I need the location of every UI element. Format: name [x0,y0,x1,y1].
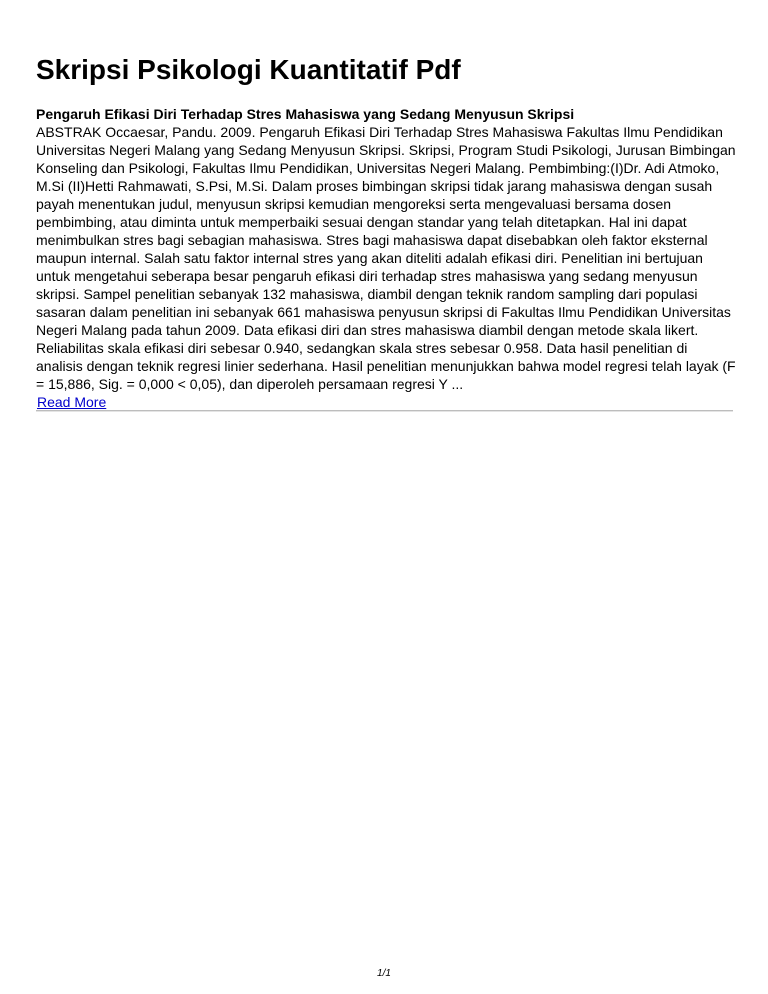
section-divider [36,410,733,412]
page-title: Skripsi Psikologi Kuantitatif Pdf [36,54,461,85]
page-number: 1/1 [377,968,391,979]
article-entry [36,105,736,412]
article-title: Pengaruh Efikasi Diri Terhadap Stres Mahasiswa yang Sedang Menyusun Skripsi [36,106,575,122]
article-abstract: ABSTRAK Occaesar, Pandu. 2009. Pengaruh Efikasi Diri Terhadap Stres Mahasiswa Fakultas Ilmu Pendidikan Universitas Negeri Malang yang Sedang Menyusun Skripsi. Skripsi, Program Studi Psikologi, Jurusan Bimbingan Konseling dan Psikologi, Fakultas Ilmu Pendidikan, Universitas Negeri Malang. Pembimbing:(I)Dr. Adi Atmoko, M.Si (II)Hetti Rahmawati, S.Psi, M.Si. Dalam proses bimbingan skripsi tidak jarang mahasiswa dengan susah payah menentukan judul, menyusun skripsi kemudian mengoreksi serta mengevaluasi bersama dosen pembimbing, atau diminta untuk memperbaiki sesuai dengan standar yang telah ditetapkan. Hal ini dapat menimbulkan stres bagi sebagian mahasiswa. Stres bagi mahasiswa dapat disebabkan oleh faktor eksternal maupun internal. Salah satu faktor internal stres yang akan diteliti adalah efikasi diri. Penelitian ini bertujuan untuk mengetahui seberapa besar pengaruh efikasi diri terhadap stres mahasiswa yang sedang menyusun skripsi. Sampel penelitian sebanyak 132 mahasiswa, diambil dengan teknik random sampling dari populasi sasaran dalam penelitian ini sebanyak 661 mahasiswa penyusun skripsi di Fakultas Ilmu Pendidikan Universitas Negeri Malang pada tahun 2009. Data efikasi diri dan stres mahasiswa diambil dengan metode skala likert. Reliabilitas skala efikasi diri sebesar 0.940, sedangkan skala stres sebesar 0.958. Data hasil penelitian di analisis dengan teknik regresi linier sederhana. Hasil penelitian menunjukkan bahwa model regresi telah layak (F = 15,886, Sig. = 0,000 < 0,05), dan diperoleh persamaan regresi Y ... [36,124,736,392]
read-more-link[interactable]: Read More [37,394,107,410]
